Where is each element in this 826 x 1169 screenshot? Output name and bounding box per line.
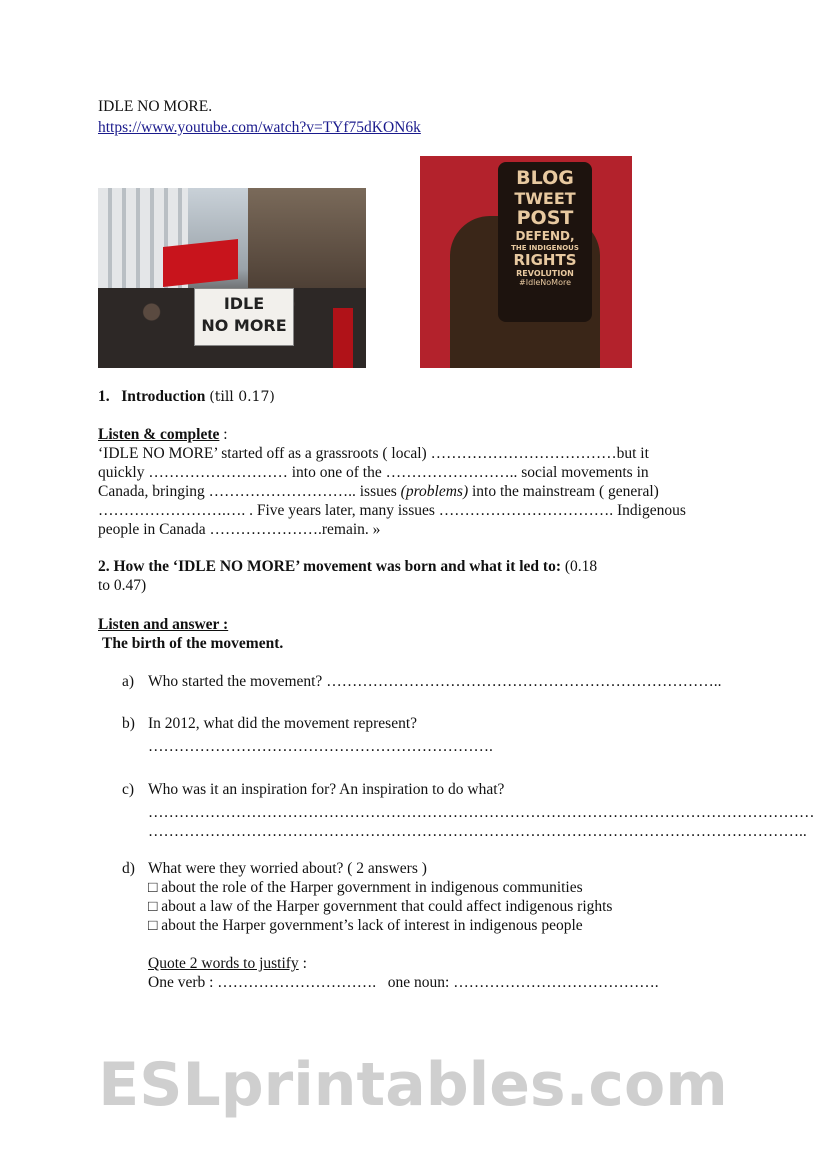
checkbox-option[interactable]: □ about the Harper government’s lack of interest in indigenous people [148, 917, 583, 934]
poster-text: #IdleNoMore [519, 278, 571, 288]
watermark: ESLprintables.com [98, 1050, 728, 1120]
question-c [122, 780, 815, 841]
cloze-italic: (problems) [400, 483, 469, 500]
question-label: c) [122, 781, 135, 798]
poster-text: THE INDIGENOUS [511, 243, 579, 252]
cloze-line: …………………….…. . Five years later, many issues ……………………………. Indigenous [98, 502, 686, 519]
cloze-text: Canada, bringing ……………………….. issues [98, 483, 401, 500]
section-title: Introduction [121, 388, 206, 405]
checkbox-option[interactable]: □ about the role of the Harper government in indigenous communities [148, 879, 583, 896]
question-a [122, 672, 721, 691]
question-text: Who was it an inspiration for? An inspiration to do what? [148, 781, 505, 798]
verb-noun-answer[interactable]: One verb : …………………………. one noun: …………………………………. [148, 974, 659, 991]
cloze-line [98, 482, 686, 501]
quote-colon: : [298, 955, 307, 972]
banner-text: NO MORE [201, 316, 287, 335]
question-label: a) [122, 673, 135, 690]
section-time: to 0.47) [98, 577, 147, 594]
cloze-line: quickly ……………………… into one of the …………………….. social movements in [98, 464, 649, 481]
instruction-label: Listen & complete [98, 426, 220, 443]
poster-text: REVOLUTION [516, 269, 574, 279]
poster-text: POST [516, 207, 574, 230]
section-number: 1. [98, 388, 110, 405]
poster-text: BLOG [516, 167, 574, 189]
question-b [122, 714, 493, 756]
cloze-line: people in Canada ………………….remain. » [98, 521, 381, 538]
question-label: b) [122, 715, 135, 732]
cloze-line: ‘IDLE NO MORE’ started off as a grassroots ( local) ………………………………but it [98, 445, 649, 462]
section-time: (0.18 [560, 558, 598, 575]
cloze-paragraph [98, 444, 686, 539]
youtube-link[interactable]: https://www.youtube.com/watch?v=TYf75dKON6k [98, 119, 421, 136]
section-title: 2. How the ‘IDLE NO MORE’ movement was born and what it led to: [98, 558, 561, 575]
checkbox-option[interactable]: □ about a law of the Harper government that could affect indigenous rights [148, 898, 613, 915]
question-label: d) [122, 860, 135, 877]
instruction-listen-complete [98, 425, 228, 444]
question-text: What were they worried about? ( 2 answers ) [148, 860, 427, 877]
question-text: In 2012, what did the movement represent? [148, 715, 418, 732]
answer-line[interactable]: …………………………………………………………. [148, 738, 493, 755]
poster-text: RIGHTS [513, 250, 577, 269]
section1-heading [98, 387, 275, 407]
question-text[interactable]: Who started the movement? ………………………………………………………………….. [148, 673, 722, 690]
quote-label: Quote 2 words to justify [148, 955, 299, 972]
worksheet-title: IDLE NO MORE. [98, 98, 213, 115]
section2-heading [98, 557, 597, 595]
question-d [122, 859, 659, 992]
poster-text: DEFEND, [515, 229, 575, 244]
subtitle-birth: The birth of the movement. [102, 635, 284, 652]
section-time: (till 0.17) [209, 389, 275, 405]
protest-photo [98, 188, 366, 368]
answer-line[interactable]: ……………………………………………………………………………………………………………….. [148, 823, 807, 840]
instruction-colon: : [219, 426, 228, 443]
answer-line[interactable]: ………………………………………………………………………………………………………………… [148, 804, 815, 821]
poster-text: TWEET [514, 188, 576, 208]
instruction-listen-answer: Listen and answer : [98, 616, 229, 633]
banner-text: IDLE [223, 294, 265, 313]
cloze-text: into the mainstream ( general) [468, 483, 659, 500]
idle-no-more-poster [420, 156, 632, 368]
